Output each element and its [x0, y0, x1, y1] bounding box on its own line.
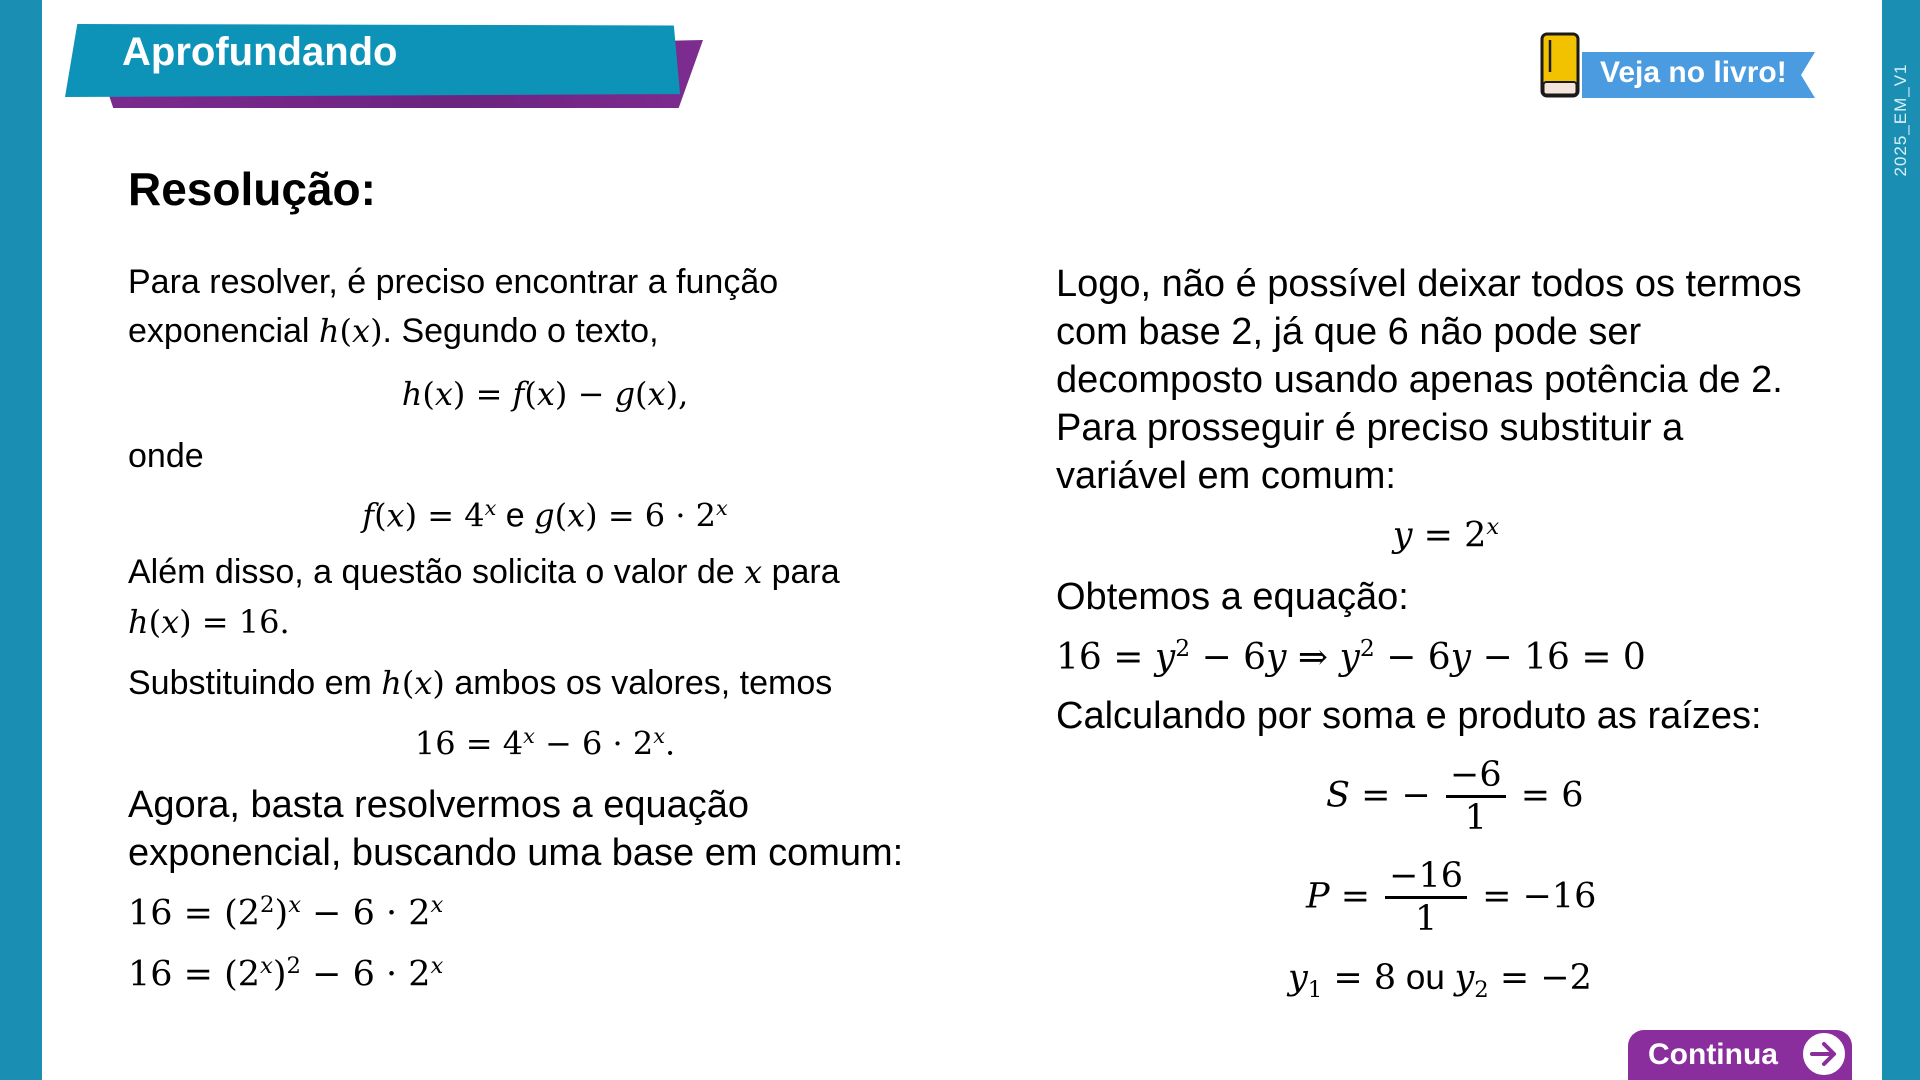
- paragraph-line: Além disso, a questão solicita o valor de x para: [128, 553, 840, 591]
- arrow-right-icon[interactable]: [1800, 1030, 1848, 1078]
- paragraph-line: decomposto usando apenas potência de 2.: [1056, 359, 1783, 401]
- page-title: Resolução:: [128, 163, 376, 215]
- equation-base-2a: $16 = (2^2)^x - 6 \cdot 2^x$: [128, 892, 444, 934]
- paragraph-line: variável em comum:: [1056, 455, 1396, 497]
- paragraph-line: onde: [128, 437, 204, 475]
- paragraph-line: Substituindo em h(x) ambos os valores, temos: [128, 664, 833, 702]
- paragraph-line: Para resolver, é preciso encontrar a função: [128, 263, 779, 301]
- math-inline: h(x): [318, 312, 383, 350]
- version-tag: 2025_EM_V1: [1891, 63, 1910, 177]
- equation-h-16: h(x) = 16.: [128, 603, 290, 641]
- equation-sum: S = − $\frac{-6}{1}$ = 6: [1326, 755, 1584, 839]
- equation-product: P = $\frac{-16}{1}$ = −16: [1306, 856, 1597, 940]
- equation-roots: $y_1 = 8$ ou $y_2 = -2$: [1288, 958, 1592, 1003]
- left-side-bar: [0, 0, 42, 1080]
- paragraph-line: com base 2, já que 6 não pode ser: [1056, 311, 1642, 353]
- equation-f-g: $f(x) = 4^x$ e $g(x) = 6 \cdot 2^x$: [362, 496, 728, 535]
- paragraph-line: Agora, basta resolvermos a equação: [128, 784, 750, 826]
- equation-substituted: $16 = 4^x - 6 \cdot 2^x$.: [414, 724, 676, 763]
- paragraph-line: exponencial, buscando uma base em comum:: [128, 832, 904, 874]
- book-link-label[interactable]: Veja no livro!: [1600, 56, 1787, 89]
- equation-base-2b: $16 = (2^x)^2 - 6 \cdot 2^x$: [128, 953, 444, 995]
- paragraph-line: Para prosseguir é preciso substituir a: [1056, 407, 1684, 449]
- equation-h: h(x) = f(x) − g(x),: [401, 375, 689, 413]
- continue-label[interactable]: Continua: [1648, 1038, 1778, 1071]
- paragraph-line: Obtemos a equação:: [1056, 576, 1409, 618]
- equation-substitution: $y = 2^x$: [1392, 514, 1500, 556]
- section-label: Aprofundando: [122, 30, 398, 74]
- book-icon[interactable]: [1540, 32, 1580, 98]
- equation-quadratic: $16 = y^2 - 6y$ ⇒ $y^2 - 6y - 16 = 0$: [1056, 634, 1646, 678]
- paragraph-line: exponencial h(x). Segundo o texto,: [128, 312, 659, 350]
- paragraph-line: Logo, não é possível deixar todos os termos: [1056, 263, 1802, 305]
- paragraph-line: Calculando por soma e produto as raízes:: [1056, 695, 1762, 737]
